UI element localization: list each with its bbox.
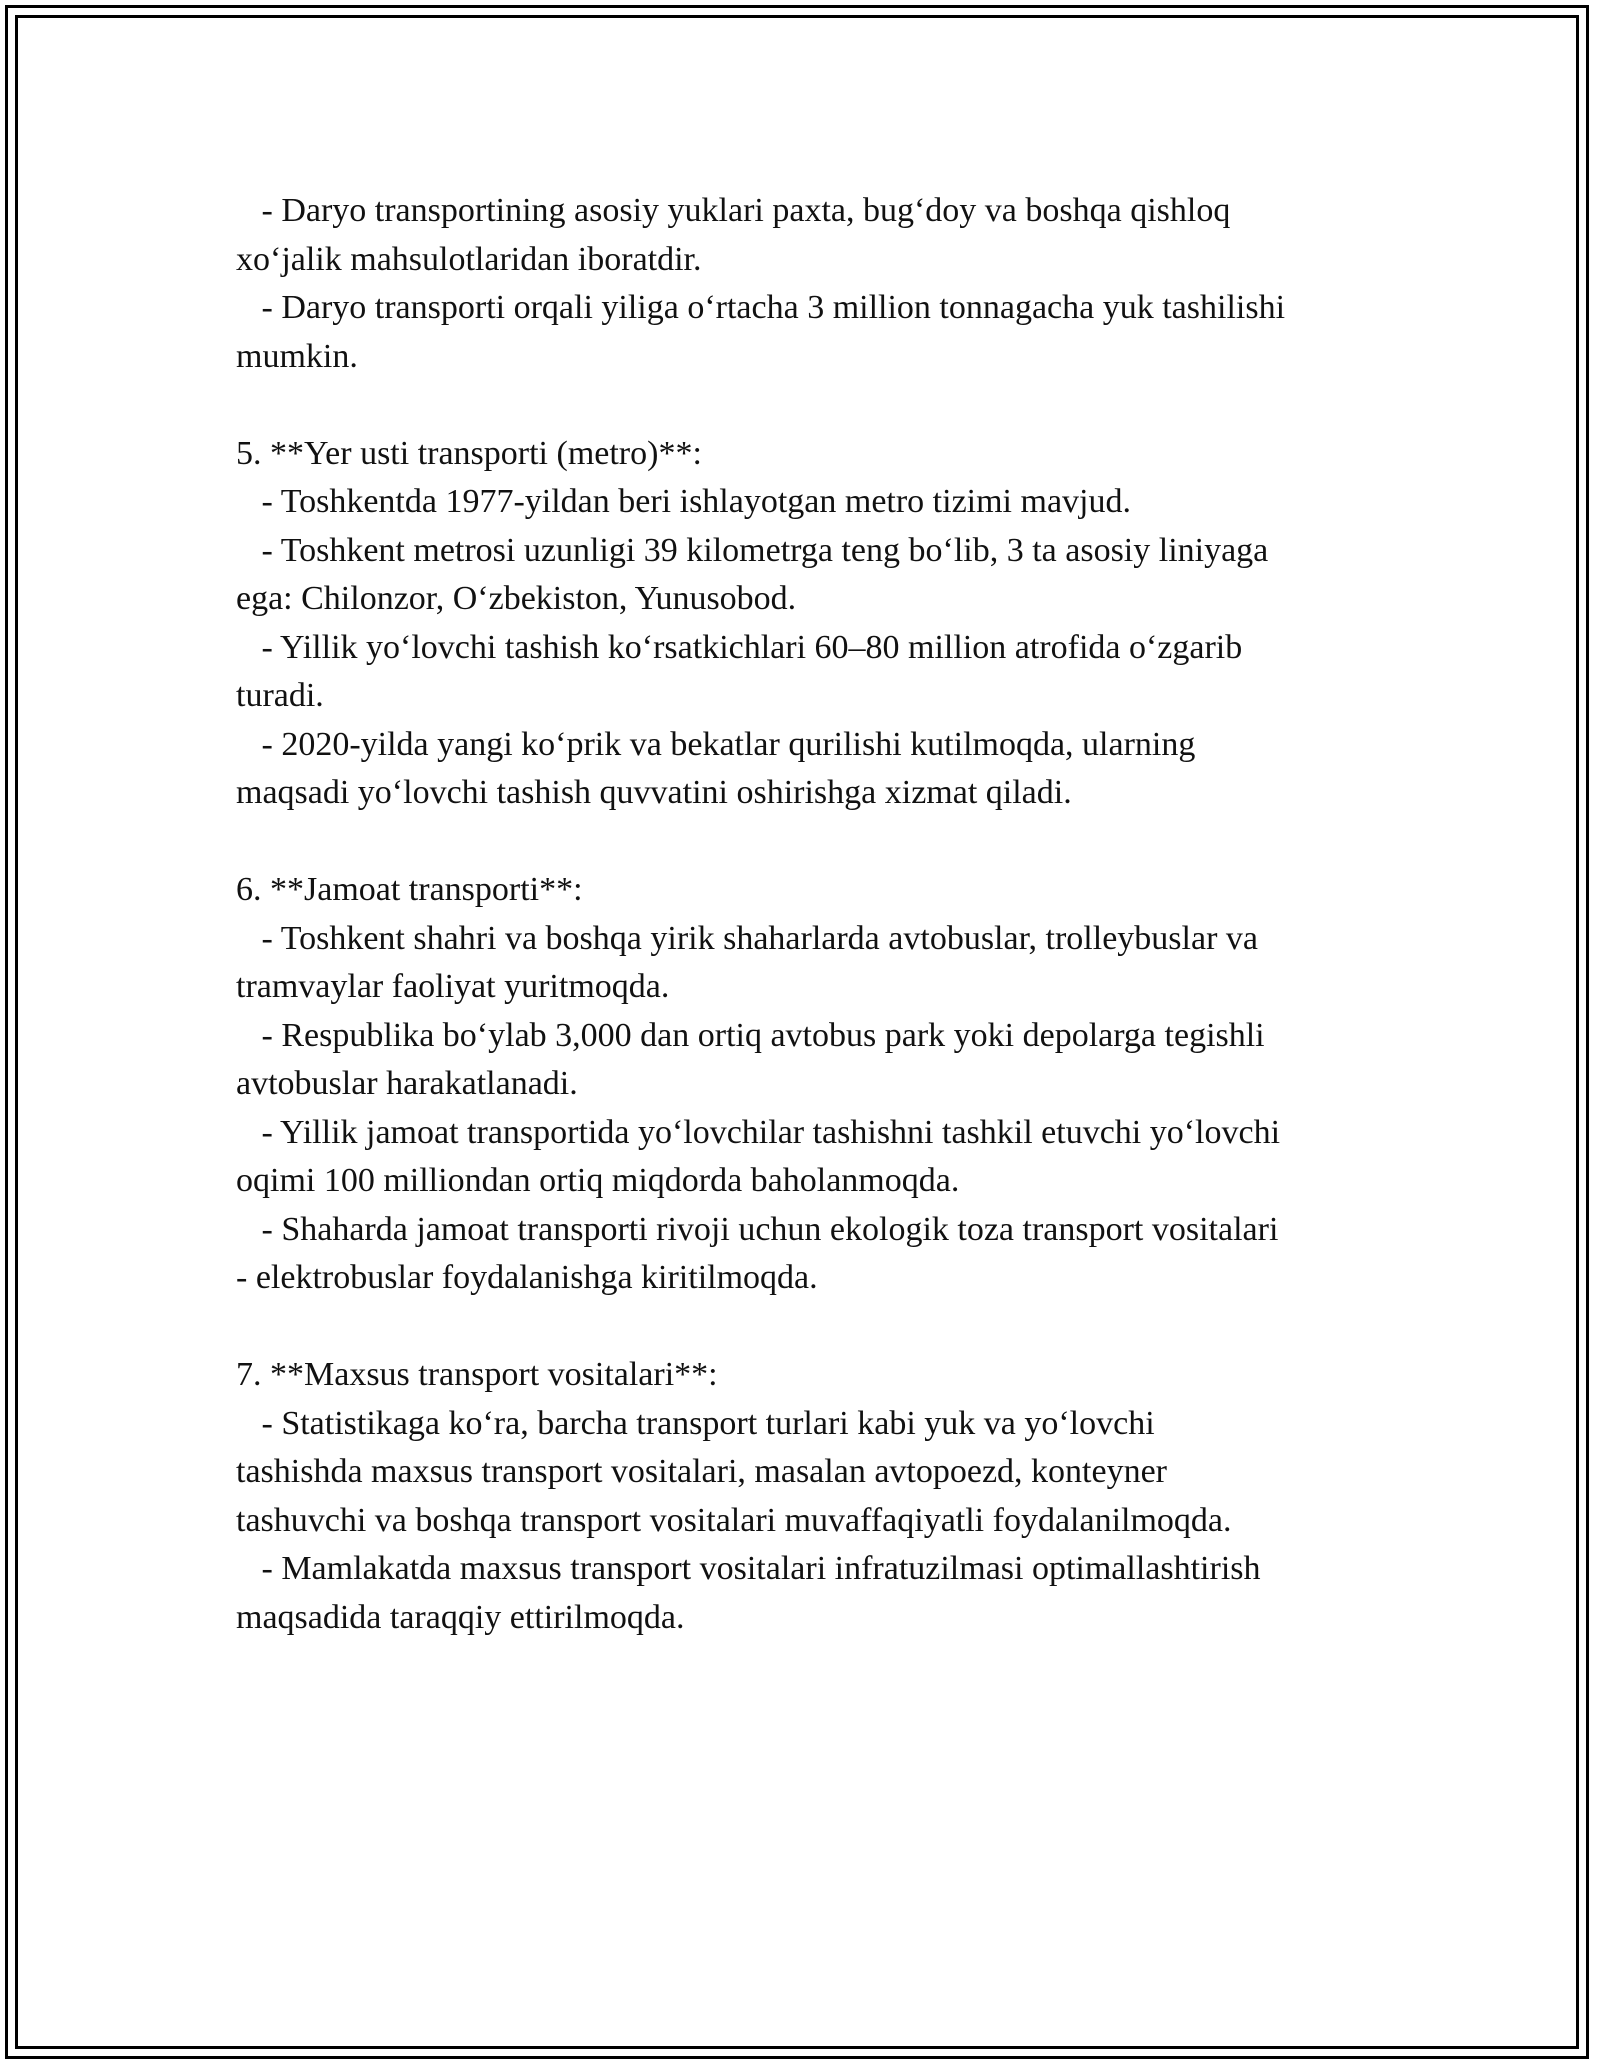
text-line: tramvaylar faoliyat yuritmoqda. <box>236 968 670 1005</box>
text-line: - Statistikaga ko‘ra, barcha transport turlari kabi yuk va yo‘lovchi <box>236 1404 1155 1442</box>
text-line: - Mamlakatda maxsus transport vositalari infratuzilmasi optimallashtirish <box>236 1550 1261 1587</box>
paragraph-gap <box>236 381 1386 430</box>
text-line: ega: Chilonzor, O‘zbekiston, Yunusobod. <box>236 580 797 617</box>
intro-paragraph <box>236 187 1386 381</box>
text-line: mumkin. <box>236 337 358 375</box>
text-line: - Yillik jamoat transportida yo‘lovchilar tashishni tashkil etuvchi yo‘lovchi <box>236 1113 1281 1151</box>
text-line: - Daryo transportining asosiy yuklari paxta, bug‘doy va boshqa qishloq <box>236 192 1231 229</box>
text-line: - 2020-yilda yangi ko‘prik va bekatlar qurilishi kutilmoqda, ularning <box>236 725 1196 763</box>
text-line: - Toshkent shahri va boshqa yirik shaharlarda avtobuslar, trolleybuslar va <box>236 919 1258 957</box>
text-line: maqsadida taraqqiy ettirilmoqda. <box>236 1598 685 1636</box>
text-line: - Toshkentda 1977-yildan beri ishlayotgan metro tizimi mavjud. <box>236 483 1131 520</box>
text-line: - Shaharda jamoat transporti rivoji uchun ekologik toza transport vositalari <box>236 1210 1279 1248</box>
text-line: avtobuslar harakatlanadi. <box>236 1065 578 1102</box>
section-heading: 5. **Yer usti transporti (metro)**: <box>236 434 702 472</box>
text-line: maqsadi yo‘lovchi tashish quvvatini oshirishga xizmat qiladi. <box>236 774 1072 811</box>
text-line: - Respublika bo‘ylab 3,000 dan ortiq avtobus park yoki depolarga tegishli <box>236 1016 1265 1054</box>
document-body <box>236 187 1386 1642</box>
text-line: xo‘jalik mahsulotlaridan iboratdir. <box>236 240 702 278</box>
section-6 <box>236 866 1386 1303</box>
section-5 <box>236 430 1386 818</box>
text-line: tashuvchi va boshqa transport vositalari muvaffaqiyatli foydalanilmoqda. <box>236 1501 1232 1539</box>
text-line: oqimi 100 milliondan ortiq miqdorda baholanmoqda. <box>236 1162 960 1199</box>
text-line: tashishda maxsus transport vositalari, masalan avtopoezd, konteyner <box>236 1453 1167 1490</box>
section-heading: 6. **Jamoat transporti**: <box>236 871 583 908</box>
paragraph-gap <box>236 818 1386 867</box>
text-line: turadi. <box>236 677 324 714</box>
section-heading: 7. **Maxsus transport vositalari**: <box>236 1356 718 1393</box>
paragraph-gap <box>236 1303 1386 1352</box>
text-line: - Daryo transporti orqali yiliga o‘rtacha 3 million tonnagacha yuk tashilishi <box>236 289 1286 326</box>
text-line: - Yillik yo‘lovchi tashish ko‘rsatkichlari 60–80 million atrofida o‘zgarib <box>236 628 1243 666</box>
section-7 <box>236 1351 1386 1642</box>
text-line: - elektrobuslar foydalanishga kiritilmoqda. <box>236 1259 818 1296</box>
text-line: - Toshkent metrosi uzunligi 39 kilometrga teng bo‘lib, 3 ta asosiy liniyaga <box>236 531 1269 569</box>
